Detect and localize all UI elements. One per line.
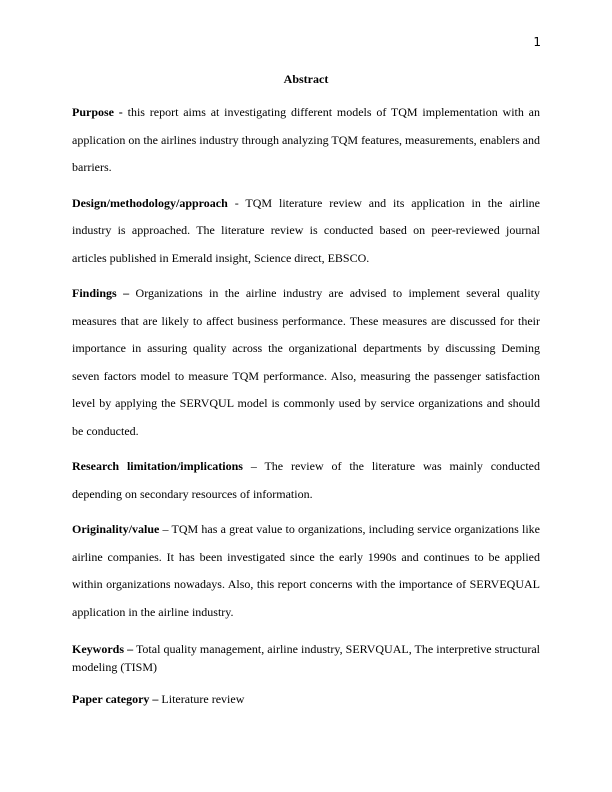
findings-text: Organizations in the airline industry are advised to implement several quality measures that are likely to affect business performance. These measures are discussed for their importance in assuring quality across the organizational departments by discussing Deming seven factors model to measure TQM performance. Also, measuring the passenger satisfaction level by applying the SERVQUL model is commonly used by service organizations and should be conducted. [72, 286, 540, 438]
paper-category-text: Literature review [158, 692, 245, 706]
research-limitation-label: Research limitation/implications [72, 459, 243, 473]
purpose-label: Purpose - [72, 105, 123, 119]
keywords-block [72, 640, 540, 676]
findings-paragraph [72, 280, 540, 445]
keywords-label: Keywords – [72, 642, 134, 656]
purpose-text: this report aims at investigating different models of TQM implementation with an application on the airlines industry through analyzing TQM features, measurements, enablers and barriers. [72, 105, 541, 174]
originality-paragraph [72, 516, 540, 626]
abstract-heading: Abstract [283, 72, 329, 86]
originality-text: – TQM has a great value to organizations, including service organizations like airline companies. It has been investigated since the early 1990s and continues to be applied within organizations nowadays. Also, this report concerns with the importance of SERVEQUAL application in the airline industry. [72, 522, 540, 619]
keywords-text: Total quality management, airline industry, SERVQUAL, The interpretive structural modeling (TISM) [72, 642, 540, 674]
paper-category-block [72, 690, 540, 708]
paper-category-label: Paper category – [72, 692, 159, 706]
findings-label: Findings – [72, 286, 130, 300]
research-limitation-paragraph [72, 453, 540, 508]
design-text: - TQM literature review and its application in the airline industry is approached. The literature review is conducted based on peer-reviewed journal articles published in Emerald insight, Science direct, EBSCO. [72, 195, 540, 265]
originality-label: Originality/value [72, 522, 160, 536]
research-limitation-text: – The review of the literature was mainly conducted depending on secondary resources of information. [72, 459, 541, 501]
abstract-body [72, 99, 540, 626]
purpose-paragraph [72, 99, 540, 182]
design-label: Design/methodology/approach [72, 195, 228, 210]
page-number: 1 [533, 35, 541, 49]
paper-category-paragraph [72, 690, 540, 708]
design-paragraph [72, 190, 540, 273]
keywords-paragraph [72, 640, 540, 676]
